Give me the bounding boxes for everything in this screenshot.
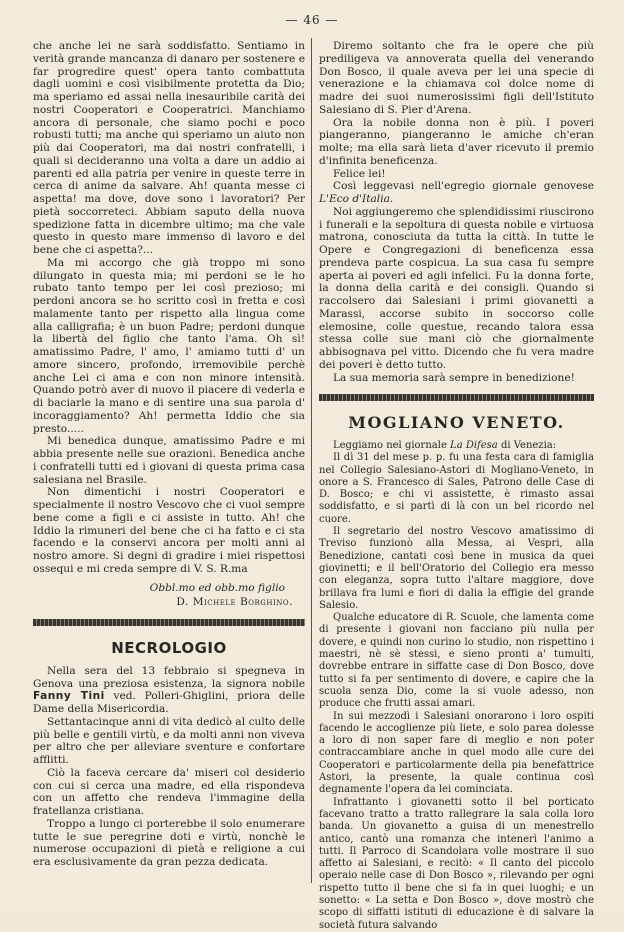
- section-separator-band: [33, 619, 305, 626]
- source-text: Così leggevasi nell'egregio giornale genovese: [333, 180, 594, 193]
- obituary-paragraph: Settantacinque anni di vita dedicò al culto delle più belle e gentili virtù, e da molti anni non viveva per altro che per alleviare sventure e confortare afflitti.: [33, 715, 305, 766]
- letter-paragraph: Mi benedica dunque, amatissimo Padre e mi abbia presente nelle sue orazioni. Benedica anche i confratelli tutti ed i giovani di questa prima casa salesiana nel Brasile.: [33, 435, 305, 486]
- intro-text: Leggiamo nel giornale: [333, 440, 451, 451]
- left-column: [33, 40, 305, 885]
- page-number-text: — 46 —: [285, 13, 339, 27]
- letter-signature: D. Michele Borghino.: [176, 596, 293, 609]
- letter-paragraph: che anche lei ne sarà soddisfatto. Sentiamo in verità grande mancanza di danaro per sostenere e far progredire quest' opera tanto combattuta dagli uomini e così visibilmente protetta da Dio; ma speriamo ed assai nella inesauribile carità dei nostri Cooperatori e Cooperatrici. Manchiamo ancora di personale, che siamo pochi e poco robusti tutti; ma anche qui speriamo un aiuto non più dai Cooperatori, ma dai nostri confratelli, i quali si decideranno una volta a dare un addio ai parenti ed alla patria per venire in queste terre in cerca di anime da salvare. Ah! quanta messe ci aspetta! ma dove, dove sono i lavoratori? Per pietà soccorreteci. Abbiam saputo della nuova spedizione fatta in dicembre ultimo; ma che vale questo in questo mare immenso di lavoro e del bene che ci aspetta?...: [33, 40, 305, 256]
- right-column: [319, 40, 594, 931]
- obituary-paragraph: Noi aggiungeremo che splendidissimi riuscirono i funerali e la sepoltura di questa nobile e virtuosa matrona, conosciuta da tutta la città. In tutte le Opere e Congregazioni di beneficenza essa prendeva parte cospicua. La sua casa fu sempre aperta ai poveri ed agli infelici. Fu la donna forte, la donna della carità e dei consigli. Quando si raccolsero dai Salesiani i primi giovanetti a Marassi, accorse subito in soccorso colle elemosine, colle questue, recando talora essa stessa colle sue mani ciò che giornalmente abbisognava pel vitto. Dicendo che fu vera madre dei poveri è detto tutto.: [319, 205, 594, 371]
- letter-paragraph: Non dimentichi i nostri Cooperatori e specialmente il nostro Vescovo che ci vuol sempre bene come a figli e ci assiste in tutto. Ah! che Iddio la rimuneri del bene che ci ha fatto e ci sta facendo e la conservi ancora per molti anni al nostro amore. Si degni di gradire i miei rispettosi ossequi e mi creda sempre di V. S. R.ma: [33, 486, 305, 575]
- obituary-paragraph: Ora la nobile donna non è più. I poveri piangeranno, piangeranno le amiche ch'eran molte; ma ella sarà lieta d'aver ricevuto il premio d'infinita beneficenza.: [319, 116, 594, 167]
- obituary-paragraph: [33, 665, 305, 716]
- article-paragraph: Il segretario del nostro Vescovo amatissimo di Treviso funzionò alla Messa, ai Vespri, alla Benedizione, cantati così bene in musica da quei giovinetti; e il bell'Oratorio del Collegio era messo con eleganza, sopra tutto l'altare maggiore, dove brillava fra lumi e fiori di dalia la effigie del grande Salesio.: [319, 526, 594, 611]
- intro-rest: di Venezia:: [497, 440, 557, 451]
- column-divider: [311, 38, 312, 883]
- page-number: [0, 13, 624, 27]
- article-paragraph: Qualche educatore di R. Scuole, che lamenta come di presente i giovani non facciano più nulla per dovere, e quindi non curino lo studio, non rispettino i maestri, nè sè stessi, e sieno pronti a' tumulti, dovrebbe entrare in siffatte case di Don Bosco, dove tutto si fa per sentimento di dovere, e capire che la scuola senza Dio, come la si vuole adesso, non produce che frutti assai amari.: [319, 612, 594, 710]
- letter-paragraph: Ma mi accorgo che già troppo mi sono dilungato in questa mia; mi perdoni se le ho rubato tanto tempo per lei così prezioso; mi perdoni ancora se ho scritto così in fretta e così malamente tanto per rispetto alla lingua come alla calligrafia; è un buon Padre; perdoni dunque la libertà del figlio che tanto l'ama. Oh sì! amatissimo Padre, l' amo, l' amiamo tutti d' un amore sincero, profondo, irremovibile perchè anche Lei ci ama e con non minore intensità. Quando potrò aver di nuovo il piacere di vederla e di baciarle la mano e di sentire una sua parola d' incoraggiamento? Ah! permetta Iddio che sia presto.....: [33, 256, 305, 435]
- section-separator-band: [319, 394, 594, 401]
- necrologio-heading: NECROLOGIO: [111, 639, 227, 657]
- obituary-paragraph: Diremo soltanto che fra le opere che più prediligeva va annoverata quella del venerando Don Bosco, il quale aveva per lei una specie di venerazione e la chiamava col dolce nome di madre dei suoi numerosissimi figli dell'Istituto Salesiano di S. Pier d'Arena.: [319, 40, 594, 116]
- article-paragraph: In sui mezzodì i Salesiani onorarono i loro ospiti facendo le accoglienze più liete, e solo parea dolesse a loro di non saper fare di meglio e non poter contraccambiare anche in quel modo alle cure dei Cooperatori e particolarmente della pia benefattrice Astori, la presente, la quale continua così degnamente l'opera da lei cominciata.: [319, 710, 594, 796]
- obituary-closing: La sua memoria sarà sempre in benedizione!: [333, 371, 575, 384]
- article-paragraph: Infrattanto i giovanetti sotto il bel porticato facevano tratto a tratto rallegrare la sala colla loro banda. Un giovanetto a guisa di un menestrello antico, cantò una romanza che intenerì l'animo a tutti. Il Parroco di Scandolara volle mostrare il suo affetto ai Salesiani, e recitò: « Il canto del piccolo operaio nelle case di Don Bosco », rilevando per ogni rispetto tutto il bene che si fa in quei luoghi; e un sonetto: « La setta e Don Bosco », dove mostrò che scopo di siffatti istituti di educazione è di salvare la società futura salvando: [319, 796, 594, 931]
- obituary-paragraph: Ciò la faceva cercare da' miseri col desiderio con cui si cerca una madre, ed ella rispondeva con un affetto che rendeva l'immagine della fratellanza cristiana.: [33, 766, 305, 817]
- obituary-source: [319, 180, 594, 206]
- letter-closing: Obbl.mo ed obb.mo figlio: [149, 581, 285, 594]
- intro-newspaper: La Difesa: [450, 440, 498, 451]
- article-intro: [319, 440, 594, 452]
- obituary-intro-text: Nella sera del 13 febbraio si spegneva in Genova una preziosa esistenza, la signora nobile: [33, 664, 305, 690]
- obituary-exclamation: Felice lei!: [333, 167, 386, 180]
- obituary-paragraph: Troppo a lungo ci porterebbe il solo enumerare tutte le sue peregrine doti e virtù, nonchè le numerose occupazioni di pietà e religione a cui era esclusivamente da gran pezza dedicata.: [33, 817, 305, 868]
- deceased-name: Fanny Tini: [33, 690, 105, 703]
- article-paragraph: Il dì 31 del mese p. p. fu una festa cara di famiglia nel Collegio Salesiano-Astori di Mogliano-Veneto, in onore a S. Francesco di Sales, Patrono delle Case di D. Bosco; e chi vi assistette, è rimasto assai soddisfatto, e si partì di là con un bel ricordo nel cuore.: [319, 452, 594, 525]
- source-newspaper: L'Eco d'Italia.: [319, 193, 394, 205]
- obituary-intro-rest: ved. Polleri-Ghiglini, priora delle Dame della Misericordia.: [33, 690, 305, 715]
- mogliano-heading: MOGLIANO VENETO.: [348, 413, 565, 433]
